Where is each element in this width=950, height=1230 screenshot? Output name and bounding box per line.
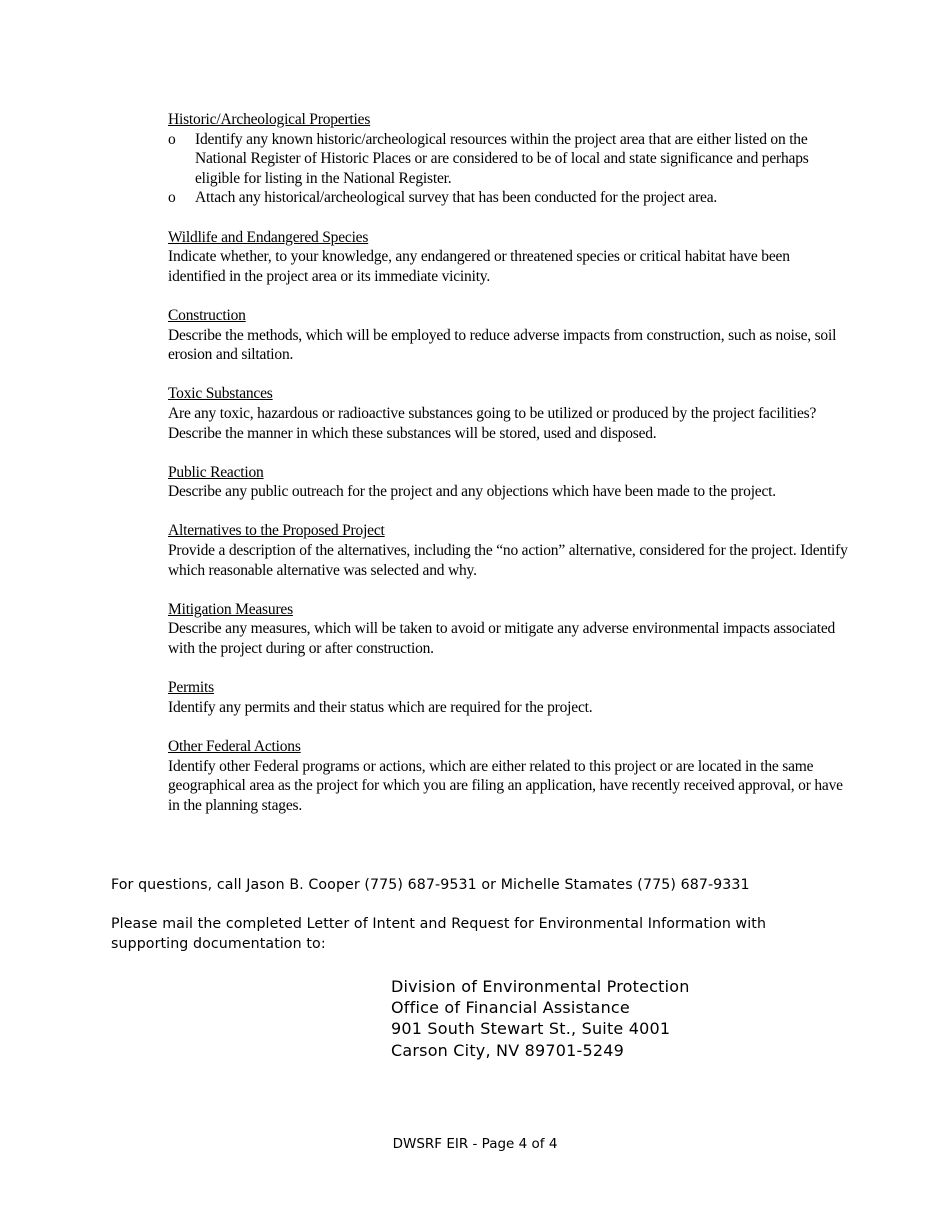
section-heading: Construction [168, 306, 246, 324]
section-wildlife [168, 228, 848, 287]
section-body: Provide a description of the alternatives, including the “no action” alternative, considered for the project. Identify which reasonable alternative was selected and why. [168, 542, 848, 579]
list-item [168, 130, 848, 189]
section-body: Are any toxic, hazardous or radioactive substances going to be utilized or produced by the project facilities? Describe the manner in which these substances will be stored, used and disposed. [168, 404, 817, 442]
section-body: Indicate whether, to your knowledge, any endangered or threatened species or critical habitat have been identified in the project area or its immediate vicinity. [168, 248, 790, 285]
section-body: Identify other Federal programs or actions, which are either related to this project or are located in the same geographical area as the project for which you are filing an application, have recently received approval, or have in the planning stages. [168, 757, 843, 814]
section-permits [168, 678, 848, 717]
section-heading: Public Reaction [168, 463, 264, 481]
bullet-list [168, 130, 848, 208]
section-construction [168, 306, 848, 365]
section-heading: Mitigation Measures [168, 600, 293, 618]
section-heading: Toxic Substances [168, 385, 273, 403]
section-body: Describe any public outreach for the project and any objections which have been made to the project. [168, 483, 776, 501]
section-heading: Historic/Archeological Properties [168, 111, 371, 128]
section-mitigation [168, 600, 848, 659]
mailing-address [391, 976, 690, 1061]
section-heading: Alternatives to the Proposed Project [168, 522, 385, 540]
bullet-text: Identify any known historic/archeological resources within the project area that are either listed on the National Register of Historic Places or are considered to be of local and state significance and perhaps eligible for listing in the National Register. [195, 130, 809, 187]
bullet-marker: o [168, 189, 176, 207]
section-body: Identify any permits and their status which are required for the project. [168, 698, 593, 716]
bullet-marker: o [168, 130, 176, 148]
questions-text: For questions, call Jason B. Cooper (775) 687-9531 or Michelle Stamates (775) 687-9331 [111, 877, 750, 893]
section-other-federal-actions [168, 737, 848, 815]
contact-info [111, 876, 831, 974]
address-line-office: Office of Financial Assistance [391, 998, 630, 1018]
mail-instruction: Please mail the completed Letter of Intent and Request for Environmental Information with supporting documentation to: [111, 916, 767, 952]
list-item [168, 188, 848, 208]
section-heading: Other Federal Actions [168, 738, 301, 755]
address-line-street: 901 South Stewart St., Suite 4001 [391, 1019, 671, 1039]
address-line-division: Division of Environmental Protection [391, 977, 690, 996]
section-toxic-substances [168, 384, 848, 443]
section-body: Describe the methods, which will be employed to reduce adverse impacts from construction, such as noise, soil erosion and siltation. [168, 326, 837, 364]
address-line-city: Carson City, NV 89701-5249 [391, 1040, 625, 1060]
section-historic [168, 110, 848, 208]
page-number-footer: DWSRF EIR - Page 4 of 4 [392, 1136, 558, 1152]
section-alternatives [168, 521, 848, 580]
section-heading: Permits [168, 679, 214, 697]
eir-requirements [168, 110, 848, 835]
section-body: Describe any measures, which will be taken to avoid or mitigate any adverse environmental impacts associated with the project during or after construction. [168, 620, 836, 658]
section-public-reaction [168, 463, 848, 502]
bullet-text: Attach any historical/archeological survey that has been conducted for the project area. [195, 189, 718, 207]
section-heading: Wildlife and Endangered Species [168, 228, 369, 246]
